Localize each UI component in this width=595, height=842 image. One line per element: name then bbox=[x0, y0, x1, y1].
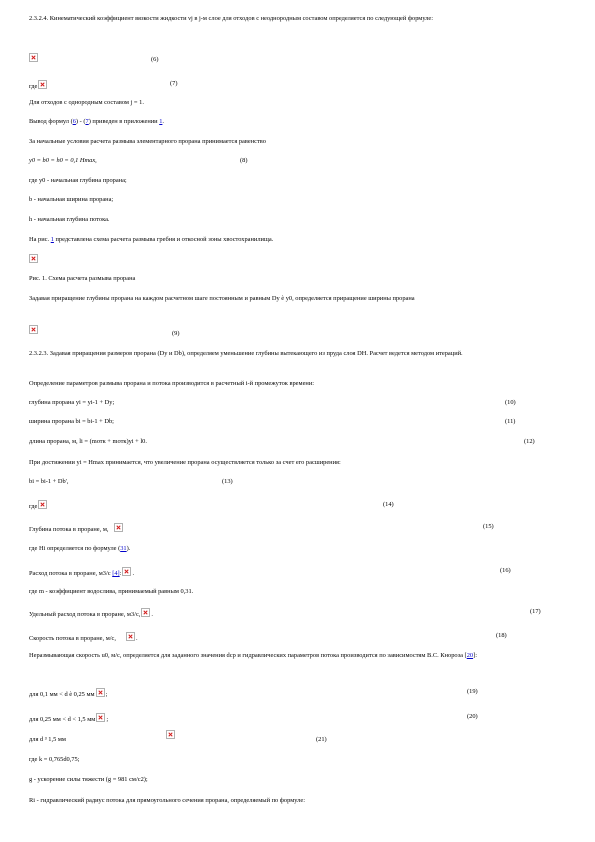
paragraph-2-3-2-4: 2.3.2.4. Кинематический коэффициент вязкости жидкости νj в j-м слое для отходов с неоднородным составом определяется по следующей формуле: bbox=[29, 15, 434, 22]
equation-number-20: (20) bbox=[467, 713, 478, 720]
equation-number-9: (9) bbox=[172, 330, 180, 337]
formula-14-broken-image-icon bbox=[38, 500, 47, 509]
homogeneous-note: Для отходов с однородным составом j = 1. bbox=[29, 99, 144, 106]
definition-y0: где y0 - начальная глубина прорана; bbox=[29, 177, 127, 184]
where-label: где bbox=[29, 83, 38, 90]
initial-conditions: За начальные условия расчета размыва элементарного прорана принимается равенство bbox=[29, 138, 266, 145]
non-eroding-velocity-paragraph bbox=[29, 652, 559, 660]
hi-reference-text-a: где Hi определяется по формуле ( bbox=[29, 545, 121, 552]
equation-number-16: (16) bbox=[500, 567, 511, 574]
unit-discharge-text: Удельный расход потока в проране, м3/с, bbox=[29, 611, 141, 618]
hydraulic-radius-paragraph: Ri - гидравлический радиус потока для прямоугольного сечения прорана, определяемый по формуле: bbox=[29, 797, 305, 804]
link-formula-7[interactable]: 7 bbox=[85, 118, 89, 125]
velocity-line: Скорость потока в проране, м/с, . bbox=[29, 632, 138, 643]
equation-number-18: (18) bbox=[496, 632, 507, 639]
formula-6-broken-image-icon bbox=[29, 53, 38, 62]
derivation-text-a: Вывод формул ( bbox=[29, 118, 73, 125]
equation-21-text: для d ³ 1,5 мм bbox=[29, 736, 66, 743]
equation-number-14: (14) bbox=[383, 501, 394, 508]
figure-reference bbox=[29, 236, 273, 244]
equation-19-text: для 0,1 мм < d è 0,25 мм bbox=[29, 691, 95, 698]
where-line-7 bbox=[29, 80, 48, 91]
figure-caption: Рис. 1. Схема расчета размыва прорана bbox=[29, 275, 136, 282]
figure-reference-text-a: На рис. bbox=[29, 236, 51, 243]
equation-number-8: (8) bbox=[240, 157, 248, 164]
equation-number-21: (21) bbox=[316, 736, 327, 743]
unit-discharge-line: Удельный расход потока в проране, м3/с, . bbox=[29, 608, 153, 619]
equation-12: длина прорана, м, li = (mотк + mотк)yi + l0. bbox=[29, 438, 147, 445]
equation-number-19: (19) bbox=[467, 688, 478, 695]
equation-number-6: (6) bbox=[151, 56, 159, 63]
equation-21-line bbox=[29, 736, 66, 744]
depth-line bbox=[29, 523, 124, 534]
formula-18-broken-image-icon bbox=[126, 632, 135, 641]
weir-coefficient: где m - коэффициент водослива, принимаемый равным 0,31. bbox=[29, 588, 194, 595]
equation-10: глубина прорана yi = yi-1 + Dy; bbox=[29, 399, 115, 406]
equation-8-text: y0 = b0 = h0 = 0,1 Hmax, bbox=[29, 157, 97, 164]
derivation-note bbox=[29, 118, 164, 126]
flow-rate-line: Расход потока в проране, м3/с [4]: . bbox=[29, 567, 134, 578]
where-line-14 bbox=[29, 500, 48, 511]
flow-rate-text-a: Расход потока в проране, м3/с bbox=[29, 570, 113, 577]
definition-b: b - начальная ширина прорана; bbox=[29, 196, 114, 203]
equation-number-12: (12) bbox=[524, 438, 535, 445]
derivation-text-d: . bbox=[162, 118, 165, 125]
reach-paragraph: При достижении yi = Hmax принимается, что увеличение прорана осуществляется только за счет его расширения: bbox=[29, 459, 341, 466]
link-reference-20[interactable]: 20 bbox=[466, 652, 474, 659]
increment-paragraph: Задавая приращение глубины прорана на каждом расчетном шаге постоянным и равным Dy è y0, определяется приращение ширины прорана bbox=[29, 295, 415, 302]
equation-number-15: (15) bbox=[483, 523, 494, 530]
derivation-text-b: ) - ( bbox=[75, 118, 86, 125]
formula-17-broken-image-icon bbox=[141, 608, 150, 617]
formula-16-broken-image-icon bbox=[119, 567, 131, 577]
formula-7-broken-image-icon bbox=[38, 80, 47, 89]
depth-text: Глубина потока в проране, м, bbox=[29, 526, 109, 533]
parameters-paragraph: Определение параметров размыва прорана и потока производится в расчетный i-й промежуток времени: bbox=[29, 380, 315, 387]
link-formula-31[interactable]: 31 bbox=[120, 545, 127, 552]
g-definition: g - ускорение силы тяжести (g = 981 см/с2); bbox=[29, 776, 148, 783]
where-label: где bbox=[29, 503, 38, 510]
non-eroding-text-a: Неразмывающая скорость u0, м/с, определяется для заданного значения dср и гидравлических параметров потока производится по зависимостям В.С. Кнороза [ bbox=[29, 652, 467, 659]
formula-15-broken-image-icon bbox=[114, 523, 123, 532]
formula-9-broken-image-icon bbox=[29, 325, 38, 334]
equation-19-line: для 0,1 мм < d è 0,25 мм ; bbox=[29, 688, 107, 699]
flow-rate-text-b: : bbox=[119, 570, 122, 577]
equation-20-text: для 0,25 мм < d < 1,5 мм bbox=[29, 716, 96, 723]
hi-reference-text-b: ). bbox=[126, 545, 131, 552]
definition-h: h - начальная глубина потока. bbox=[29, 216, 110, 223]
equation-number-10: (10) bbox=[505, 399, 516, 406]
equation-number-7: (7) bbox=[170, 80, 178, 87]
equation-13: bi = bi-1 + Db', bbox=[29, 478, 69, 485]
k-definition: где k = 0,765d0,75; bbox=[29, 756, 80, 763]
derivation-text-c: ) приведен в приложении bbox=[88, 118, 160, 125]
figure-1-broken-image-icon bbox=[29, 254, 38, 263]
hi-reference bbox=[29, 545, 130, 553]
formula-19-broken-image-icon bbox=[96, 688, 105, 697]
formula-20-broken-image-icon bbox=[96, 713, 105, 722]
equation-number-17: (17) bbox=[530, 608, 541, 615]
link-reference-4[interactable]: [4] bbox=[112, 570, 120, 577]
non-eroding-text-b: ]: bbox=[473, 652, 477, 659]
equation-8 bbox=[29, 157, 97, 165]
formula-21-broken-image-icon bbox=[166, 730, 175, 739]
paragraph-2-3-2-3: 2.3.2.3. Задавая приращения размеров прорана (Dy и Db), определяем уменьшение глубины вытекающего из пруда слоя DH. Расчет ведется методом итераций. bbox=[29, 350, 463, 357]
equation-20-line: для 0,25 мм < d < 1,5 мм ; bbox=[29, 713, 108, 724]
link-appendix-1[interactable]: 1 bbox=[159, 118, 163, 125]
equation-number-11: (11) bbox=[505, 418, 516, 425]
figure-reference-text-b: представлена схема расчета размыва гребня и откосной зоны хвостохранилища. bbox=[53, 236, 274, 243]
velocity-text: Скорость потока в проране, м/с, bbox=[29, 635, 116, 642]
equation-11: ширина прорана bi = bi-1 + Db; bbox=[29, 418, 114, 425]
link-figure-1[interactable]: 1 bbox=[50, 236, 54, 243]
equation-number-13: (13) bbox=[222, 478, 233, 485]
link-formula-6[interactable]: 6 bbox=[72, 118, 76, 125]
